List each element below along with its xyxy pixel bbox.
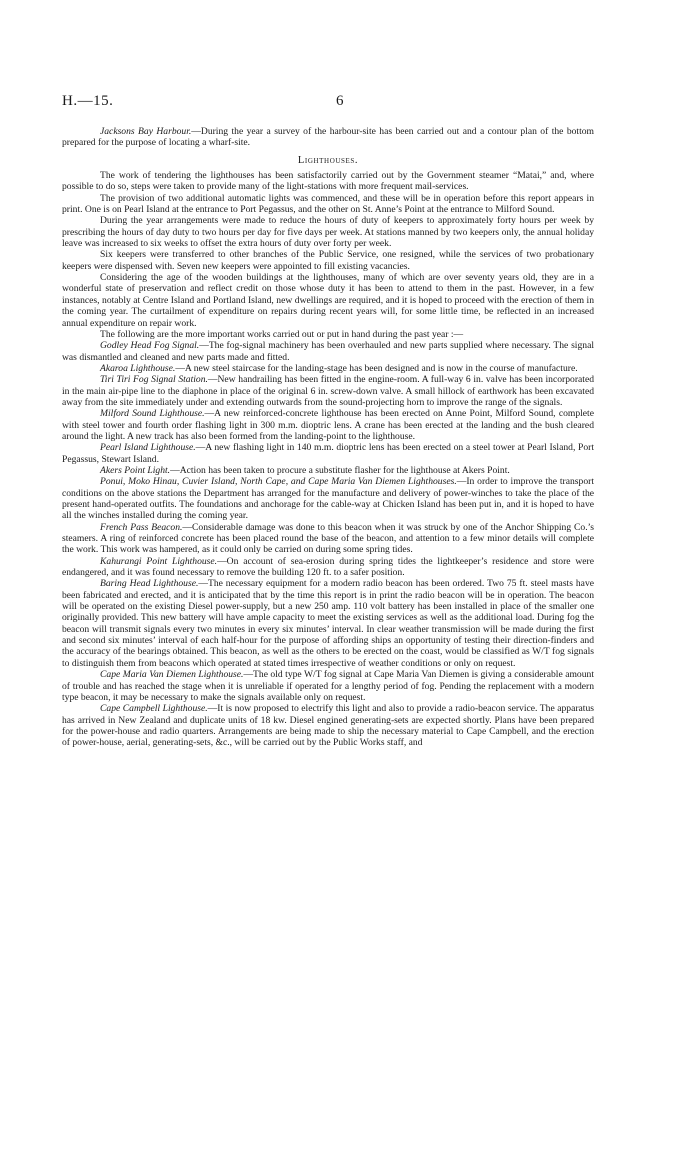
- paragraph-jacksons-bay: [62, 126, 594, 149]
- paragraph-kahurangi-point: [62, 556, 594, 579]
- paragraph-automatic-lights: The provision of two additional automatic lights was commenced, and these will be in operation before this report appears in print. One is on Pearl Island at the entrance to Port Pegassus, and the other on St. Anne’s Point at the entrance to Milford Sound.: [62, 192, 594, 216]
- paragraph-title: Godley Head Fog Signal.: [100, 340, 200, 352]
- paragraph-text: —The fog-signal machinery has been overhauled and new parts supplied where necessary. The signal was dismantled and cleaned and new parts made and fitted.: [62, 340, 594, 363]
- paragraph-cape-maria: [62, 669, 594, 703]
- paragraph-title: Kahurangi Point Lighthouse.: [100, 555, 218, 567]
- paragraph-text: —In order to improve the transport conditions on the above stations the Department has arranged for the manufacture and delivery of power-winches to take the place of the present hand-operated outfits. The foundations and anchorage for the cable-way at Chicken Island has been put in, and it is hoped to have all the winches installed during the coming year.: [62, 476, 594, 522]
- paragraph-text: —A new steel staircase for the landing-stage has been designed and is now in the course of manufacture.: [175, 362, 578, 374]
- paragraph-title: Baring Head Lighthouse.: [100, 578, 199, 590]
- section-heading-lighthouses: Lighthouses.: [297, 154, 359, 166]
- paragraph-title: Akers Point Light.: [100, 464, 171, 476]
- paragraph-title: Cape Campbell Lighthouse.: [100, 703, 208, 715]
- paragraph-text: —On account of sea-erosion during spring tides the lightkeeper’s residence and store were endangered, and it was found necessary to remove the building 120 ft. to a safer position.: [62, 555, 595, 579]
- paragraph-text: —Action has been taken to procure a substitute flasher for the lighthouse at Akers Point.: [170, 464, 510, 476]
- paragraph-pearl-island: [62, 442, 594, 465]
- paragraph-text: —New handrailing has been fitted in the engine-room. A full-way 6 in. valve has been incorporated in the main air-pipe line to the diaphone in place of the original 6 in. screw-down valve. A small hillock of earthwork has been excavated away from the site immediately under and extending outwards from the sound-projecting horn to improve the range of the signals.: [62, 374, 594, 408]
- paragraph-text: —Considerable damage was done to this beacon when it was struck by one of the Anchor Shipping Co.’s steamers. A ring of reinforced concrete has been placed round the base of the beacon, and attention to a few minor details will complete the work. This work was hampered, as it could only be carried on during some spring tides.: [62, 521, 594, 556]
- paragraph-title: Tiri Tiri Fog Signal Station.: [100, 374, 208, 386]
- page-number: 6: [336, 93, 344, 109]
- paragraph-buildings: Considering the age of the wooden buildings at the lighthouses, many of which are over seventy years old, they are in a wonderful state of preservation and reflect credit on those whose duty it has been to attend to them in the past. However, in a few instances, notably at Centre Island and Portland Island, new dwellings are required, and it is hoped to proceed with the erection of them in the coming year. The curtailment of expenditure on repairs during recent years will, for some little time, be reflected in an increased annual expenditure on repair work.: [62, 272, 594, 329]
- paragraph-baring-head: [62, 578, 594, 669]
- paragraph-text: —A new reinforced-concrete lighthouse has been erected on Anne Point, Milford Sound, complete with steel tower and fourth order flashing light in 300 m.m. dioptric lens. A crane has been erected at the landing and the bush cleared around the light. A new track has also been formed from the landing-point to the lighthouse.: [62, 408, 594, 442]
- paragraph-text: —A new flashing light in 140 m.m. dioptric lens has been erected on a steel tower at Pearl Island, Port Pegassus, Stewart Island.: [62, 442, 594, 465]
- paragraph-text: —The necessary equipment for a modern radio beacon has been ordered. Two 75 ft. steel masts have been fabricated and erected, and it is anticipated that by the time this report is in print the radio beacon will be in operation. The beacon will be operated on the existing Diesel power-supply, but a new 250 amp. 110 volt battery has been installed in place of the smaller one originally provided. This new battery will have ample capacity to meet the existing services as well as the additional load. During fog the beacon will transmit signals every two minutes in every six minutes’ interval. In clear weather transmission will be made during the first and second six minutes’ interval of each half-hour for the purpose of affording ships an opportunity of testing their direction-finders and the accuracy of the bearings obtained. This beacon, as well as the others to be erected on the coast, would be classified as W/T fog signals to distinguish them from beacons which operated at stated times irrespective of weather conditions or only on request.: [62, 578, 594, 669]
- paragraph-milford-sound: [62, 408, 594, 442]
- paragraph-title: Akaroa Lighthouse.: [100, 362, 176, 374]
- paragraph-title: Jacksons Bay Harbour.: [100, 126, 192, 137]
- report-reference: H.—15.: [62, 93, 114, 109]
- paragraph-akers-point: [62, 465, 594, 476]
- paragraph-cape-campbell: [62, 703, 594, 748]
- paragraph-title: Pearl Island Lighthouse.: [100, 442, 196, 454]
- paragraph-title: Cape Maria Van Diemen Lighthouse.: [100, 669, 244, 681]
- paragraph-text: —The old type W/T fog signal at Cape Maria Van Diemen is giving a considerable amount of trouble and has reached the stage when it is unreliable if operated for a lengthy period of fog. Pending the replacement with a modern type beacon, it may be necessary to make the signals available only on request.: [62, 669, 594, 703]
- paragraph-ponui: [62, 476, 594, 521]
- paragraph-tendering: The work of tendering the lighthouses has been satisfactorily carried out by the Government steamer “Matai,” and, where possible to do so, steps were taken to provide many of the light-stations with more frequent mail-services.: [62, 170, 594, 193]
- paragraph-french-pass: [62, 522, 594, 556]
- paragraph-akaroa: [62, 363, 594, 374]
- paragraph-text: —It is now proposed to electrify this light and also to provide a radio-beacon service. The apparatus has arrived in New Zealand and duplicate units of 18 kw. Diesel engined generating-sets are expected shortly. Plans have been prepared for the power-house and radio quarters. Arrangements are being made to ship the necessary material to Cape Campbell, and the erection of power-house, aerial, generating-sets, &c., will be carried out by the Public Works staff, and: [62, 703, 594, 749]
- paragraph-works-intro: The following are the more important works carried out or put in hand during the past year :—: [100, 328, 464, 340]
- paragraph-hours-of-duty: During the year arrangements were made to reduce the hours of duty of keepers to approximately forty hours per week by prescribing the hours of day duty to two hours per day for five days per week. At stations manned by two keepers only, the annual holiday leave was increased to six weeks to offset the extra hours of duty over forty per week.: [62, 215, 594, 250]
- paragraph-tiri-tiri: [62, 374, 594, 408]
- paragraph-text: —During the year a survey of the harbour-site has been carried out and a contour plan of the bottom prepared for the purpose of locating a wharf-site.: [62, 126, 595, 149]
- page-header: [62, 93, 640, 113]
- paragraph-title: Ponui, Moko Hinau, Cuvier Island, North Cape, and Cape Maria Van Diemen Lighthouses.: [100, 476, 457, 488]
- paragraph-title: Milford Sound Lighthouse.: [100, 408, 205, 420]
- paragraph-title: French Pass Beacon.: [100, 521, 183, 533]
- document-body: [62, 126, 594, 749]
- paragraph-godley-head: [62, 340, 594, 363]
- paragraph-keepers: Six keepers were transferred to other branches of the Public Service, one resigned, while the services of two probationary keepers were dispensed with. Seven new keepers were appointed to fill existing vacancies.: [62, 249, 594, 272]
